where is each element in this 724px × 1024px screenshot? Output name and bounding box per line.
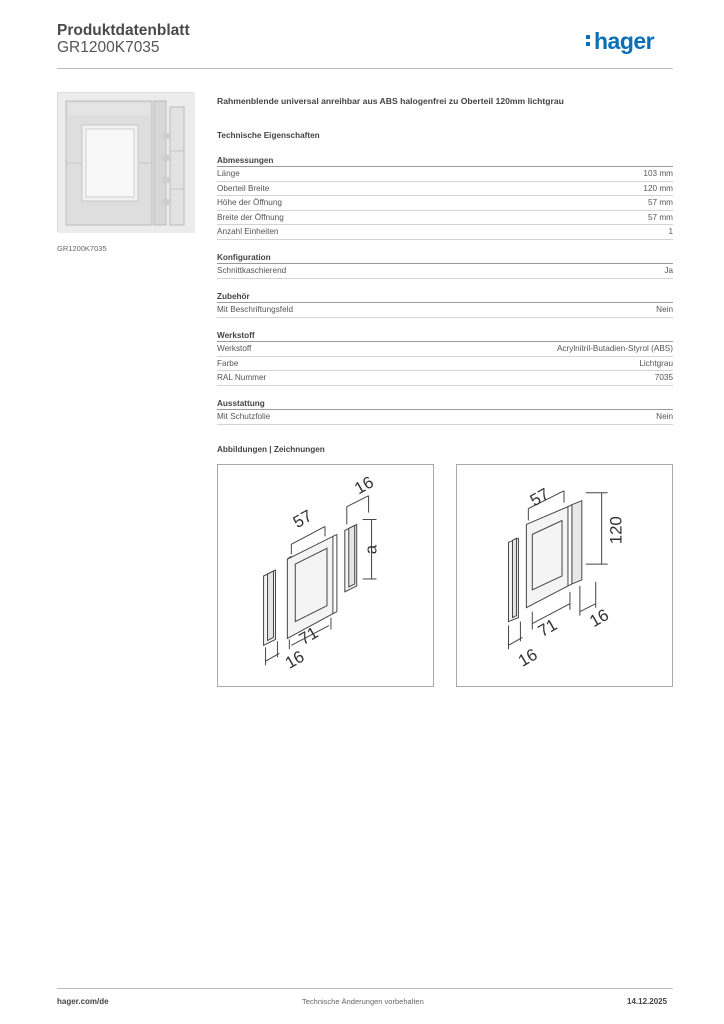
spec-value: Nein: [656, 305, 673, 314]
dim-label: 71: [534, 615, 561, 641]
drawing-1: [217, 464, 434, 687]
spec-row: [217, 303, 673, 318]
dim-label: 16: [281, 646, 308, 673]
spec-label: Höhe der Öffnung: [217, 198, 282, 208]
dimension-drawing-1: [218, 465, 433, 686]
spec-row: [217, 182, 673, 197]
spec-row: [217, 167, 673, 182]
frame-illustration: [58, 93, 195, 233]
spec-label: Länge: [217, 169, 240, 178]
spec-label: Farbe: [217, 358, 239, 368]
group-konfiguration: [217, 253, 673, 279]
spec-value: 57 mm: [647, 212, 673, 222]
group-title: Zubehör: [217, 292, 673, 303]
logo-text: hager: [594, 28, 655, 54]
group-title: Konfiguration: [217, 253, 673, 264]
spec-label: Oberteil Breite: [217, 183, 270, 193]
spec-row: [217, 410, 673, 425]
dim-label: 57: [526, 484, 553, 511]
footer-date: 14.12.2025: [627, 997, 668, 1006]
drawing-2: [456, 464, 673, 687]
spec-value: 57 mm: [647, 198, 673, 208]
figures-heading: Abbildungen | Zeichnungen: [217, 445, 325, 454]
product-description: Rahmenblende universal anreihbar aus ABS halogenfrei zu Oberteil 120mm lichtgrau: [217, 96, 564, 106]
spec-label: Breite der Öffnung: [217, 212, 284, 222]
dim-label: 120: [606, 516, 626, 545]
dim-label: a: [361, 544, 381, 555]
product-image: [57, 92, 194, 232]
group-title: Ausstattung: [217, 399, 673, 410]
page-title: Produktdatenblatt: [57, 22, 190, 39]
group-ausstattung: [217, 399, 673, 425]
technical-heading: Technische Eigenschaften: [217, 131, 320, 140]
spec-row: [217, 211, 673, 226]
spec-value: 7035: [654, 373, 673, 383]
dim-label: 16: [586, 605, 612, 631]
group-title: Werkstoff: [217, 331, 673, 342]
dim-label: 16: [351, 472, 377, 499]
footer-notice: Technische Änderungen vorbehalten: [302, 997, 424, 1006]
spec-label: Mit Schutzfolie: [217, 412, 271, 421]
image-caption: GR1200K7035: [57, 244, 107, 253]
spec-label: Mit Beschriftungsfeld: [217, 305, 293, 314]
spec-label: Schnittkaschierend: [217, 266, 287, 275]
spec-label: Werkstoff: [217, 344, 252, 353]
spec-value: 120 mm: [643, 183, 673, 193]
spec-row: [217, 371, 673, 386]
spec-value: Ja: [664, 266, 673, 275]
group-zubehoer: [217, 292, 673, 318]
group-title: Abmessungen: [217, 156, 673, 167]
logo-dots-icon: [586, 35, 591, 49]
dim-label: 71: [295, 623, 322, 649]
footer-divider: [57, 988, 673, 989]
spec-row: [217, 357, 673, 372]
spec-row: [217, 264, 673, 279]
spec-value: Nein: [656, 412, 673, 421]
dimension-drawing-2: [457, 465, 672, 686]
spec-row: [217, 196, 673, 211]
spec-label: RAL Nummer: [217, 373, 267, 383]
spec-value: 103 mm: [643, 169, 673, 178]
header-divider: [57, 68, 673, 69]
group-abmessungen: [217, 156, 673, 240]
dim-label: 16: [514, 644, 541, 671]
spec-label: Anzahl Einheiten: [217, 227, 279, 237]
spec-value: Lichtgrau: [639, 358, 673, 368]
spec-value: Acrylnitril-Butadien-Styrol (ABS): [556, 344, 673, 353]
spec-value: 1: [668, 227, 673, 237]
group-werkstoff: [217, 331, 673, 386]
spec-row: [217, 225, 673, 240]
footer-website[interactable]: hager.com/de: [57, 997, 109, 1006]
hager-logo: [594, 28, 654, 55]
spec-row: [217, 342, 673, 357]
product-code: GR1200K7035: [57, 39, 160, 56]
dim-label: 57: [289, 506, 316, 532]
